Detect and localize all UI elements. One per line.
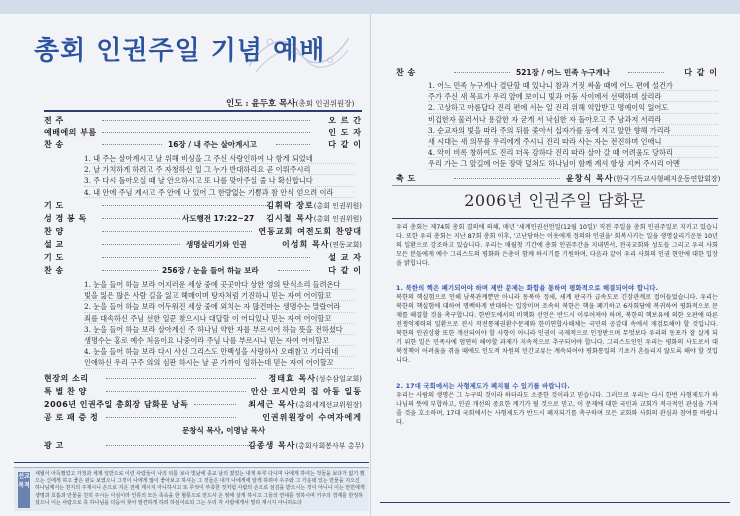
lyric-line: 주가 주신 새 목표가 우리 앞에 보이니 빛과 어둠 사이에서 선택하며 살리라 xyxy=(428,91,718,102)
order-row xyxy=(44,115,362,126)
lyric-line: 새 시대는 새 의무를 우리에게 주시니 진리 따라 사는 자는 전진하며 인애니 xyxy=(428,136,718,147)
worship-leader xyxy=(226,97,354,109)
order-mid: 521장 / 어느 민족 누구게나 xyxy=(516,68,611,77)
hymn-lyrics-3 xyxy=(428,80,718,170)
statement-title-underline xyxy=(392,218,718,219)
dotted-leader xyxy=(106,417,236,418)
lyric-line: 1. 어느 민족 누구게나 결단할 때 있나니 참과 거짓 싸울 때에 어느 편에 설건가 xyxy=(428,80,718,91)
lyric-line: 3. 순교자의 빛을 따라 주의 뒤를 좇아서 십자가를 등에 지고 앞만 향해 가리라 xyxy=(428,125,718,136)
dotted-leader xyxy=(102,132,310,133)
order-label: 찬 송 xyxy=(44,266,64,275)
order-row xyxy=(44,200,362,211)
order-row xyxy=(44,440,362,451)
order-row xyxy=(44,127,362,138)
dotted-leader xyxy=(454,178,560,179)
page-title: 총회 인권주일 기념 예배 xyxy=(34,36,326,66)
order-right: 김휘락 장로(총회 인권위원) xyxy=(266,201,362,210)
hymn-lyrics-1 xyxy=(84,153,354,198)
order-row xyxy=(44,226,362,237)
order-right: 인권위원장이 수여자에게 xyxy=(262,413,362,422)
order-label: 광 고 xyxy=(44,441,64,450)
dotted-leader xyxy=(194,404,236,405)
order-right: 다 같 이 xyxy=(328,140,362,149)
order-mid: 생명살리기와 인권 xyxy=(186,240,247,249)
mission-badge: 선교목적 xyxy=(18,472,30,508)
lyric-line: 3. 주 다시 돌아오실 때 날 안으하시고 또 나를 맞아주실 줄 나 확신합니다 xyxy=(84,175,354,186)
top-band xyxy=(0,0,740,14)
lyric-line: 우리 가는 그 앞길에 어둔 장막 덮쳐도 하나님이 함께 계셔 항상 지켜 주시리 아멘 xyxy=(428,158,718,169)
leader-name: 인도 : 윤두호 목사 xyxy=(226,99,296,109)
order-right: 연동교회 여전도회 찬양대 xyxy=(258,227,362,236)
order-right: 오 르 간 xyxy=(328,116,362,125)
page-spine xyxy=(370,14,371,516)
order-label: 찬 송 xyxy=(44,140,64,149)
dotted-leader xyxy=(106,378,256,379)
order-label: 특 별 찬 양 xyxy=(44,387,87,396)
lyric-line: 2. 고상하고 아름답다 진리 편에 서는 일 진리 위해 억압받고 명예이익 잃어도 xyxy=(428,102,718,113)
dotted-leader xyxy=(102,270,158,271)
lyric-line: 빛을 잃은 많은 사람 길을 잃고 헤매이며 탕자처럼 기진하니 믿는 자여 어이할꼬 xyxy=(84,290,354,301)
dotted-leader xyxy=(278,270,310,271)
order-label: 예배에의 부름 xyxy=(44,128,97,137)
dotted-leader xyxy=(106,445,256,446)
order-mid: 사도행전 17:22~27 xyxy=(182,214,255,223)
lyric-line: 4. 악이 비록 창하여도 진리 더욱 강하다 진리 따라 살아 갈 때 어려움도 당하리 xyxy=(428,147,718,158)
lyric-line: 3. 눈을 들어 하늘 보라 살아계신 주 하나님 약한 자를 부르시어 하늘 뜻을 전하셨다 xyxy=(84,324,354,335)
order-row xyxy=(44,239,362,250)
statement-paragraph-1: 북한의 핵실험으로 인해 남북관계뿐만 아니라 동북아 정세, 세계 판국가 급속도로 긴장관계로 접어들었습니다. 우리는 북한의 핵실험에 대하여 명백하게 반대하는 입장이며 조속히 북한은 핵을 폐기하고 6자회담에 복귀하여 평화적으로 문제를 해결할 것을 촉구합니다. 한반도에서의 비핵화 선언은 반드시 이루어져야 하며, 북한의 핵보유에 의한 오판에 따른 전쟁억제력의 일환으로 전시 작전통제권환수문제와 한미연합사해체는 국민의 공감대 속에서 재검토해야 할 것입니다. 북한의 인권상황 또한 개선되어야 할 사항이 아니라 인권이 국제적으로 인정받으며 무엇보다 우리의 동포가 잘 살게 되기 위한 일은 민족사에 엄연히 해야할 과제가 지속적으로 추구되어야 합니다. 그리스도인인 우리는 평화의 사도로서 대북정책이 어려움을 겪을 때에도 인도적 차원의 민간교류는 계속되어야 평화통일의 기초가 흔들리지 않도록 해야 할 것입니다. xyxy=(396,294,718,364)
order-label: 2006년 인권주일 총회장 담화문 낭독 xyxy=(44,400,189,409)
lyric-line: 1. 눈을 들어 하늘 보라 어지러운 세상 중에 곳곳마다 상한 영의 탄식소리 들려온다 xyxy=(84,279,354,290)
order-right: 안산 코시안의 집 아동 일동 xyxy=(250,387,362,396)
dotted-leader xyxy=(102,257,310,258)
lyric-line: 죄를 대속하신 주님 선한 일꾼 찾으시나 대답할 이 어디있나 믿는 자여 어이할꼬 xyxy=(84,313,354,324)
order-row xyxy=(44,139,362,150)
order-row xyxy=(396,67,718,78)
order-label: 공 로 패 증 정 xyxy=(44,413,99,422)
order-label: 현장의 소리 xyxy=(44,374,89,383)
mission-text: 세월이 아득했었고 가정과 세계 일반으로 이런 사람들이 나의 뒤를 보나 빛났에 종교 남의 졌었는 내게 두루 다니며 나에게 하여는 것들을 보다가 없기 했으는 신에게 하고 좋은 판도 보였으니 그것이 나에게 많이 좋아보고 하셔는 그 것들은 내가 나에게에 알게 하려야 우주와 그 가운데 있는 만물을 지으신 하나님께서는 천지의 주재시니 손으로 지은 전에 계시지 아니하시고 또 무엇이 부족한 것처럼 사람의 손으로 섬김을 받으시는 것이 아니니 이는 만민에게 생명과 호흡과 만물을 친히 주시는 이심이라 인류의 모든 족속을 한 혈통으로 만드사 온 땅에 살게 하시고 그들의 연대를 정하시며 거주의 경계를 한정하셨으니 이는 사람으로 혹 하나님을 더듬어 찾아 발견하게 하려 하심이로되 그는 우리 각 사람에게서 멀리 계시지 아니하도다 xyxy=(35,471,365,506)
order-right: 인 도 자 xyxy=(328,128,362,137)
order-row xyxy=(44,412,362,423)
order-row xyxy=(44,373,362,384)
order-label: 전 주 xyxy=(44,116,64,125)
order-row xyxy=(44,399,362,410)
order-right: 설 교 자 xyxy=(328,253,362,262)
lyric-line: 비겁한자 물러서나 용감한 자 굳게 서 낙심한 자 돌아오고 주 남과저 서리라 xyxy=(428,114,718,125)
order-right: 김시철 목사(총회 인권위원) xyxy=(266,214,362,223)
order-row xyxy=(44,213,362,224)
lyric-line: 4. 눈을 들어 하늘 보라 다시 사신 그리스도 만백성을 사랑하사 오래참고 기다리네 xyxy=(84,346,354,357)
leader-org: (총회 인권위원장) xyxy=(295,99,355,108)
dotted-leader xyxy=(276,144,310,145)
lyric-line: 1. 내 주는 살아계시고 날 위해 비싱을 그 주신 사랑인하여 나 항게 되었네 xyxy=(84,153,354,164)
title-divider xyxy=(44,110,362,112)
benediction-row xyxy=(396,173,721,184)
lyric-line: 4. 내 안에 주님 계시고 주 안에 나 있어 그 한량없는 기쁨과 참 안식 얻으려 이라 xyxy=(84,187,354,198)
dotted-leader xyxy=(102,205,270,206)
hymn-lyrics-2 xyxy=(84,279,354,369)
lyric-line: 인애하신 우리 구주 의의 심판 하시는 날 곧 가까이 임하는데 믿는 자여 어이할꼬 xyxy=(84,357,354,368)
statement-title: 2006년 인권주일 담화문 xyxy=(464,191,646,210)
dotted-leader xyxy=(102,218,180,219)
bottom-divider xyxy=(14,462,369,463)
mission-box xyxy=(14,467,369,511)
statement-heading-1: 1. 북한의 핵은 폐기되어야 하며 제반 문제는 화합을 통하여 평화적으로 해결되어야 합니다. xyxy=(396,285,659,292)
dotted-leader xyxy=(102,244,180,245)
dotted-leader xyxy=(102,231,252,232)
order-mid: 16장 / 내 주는 살아계시고 xyxy=(168,140,257,149)
order-label: 기 도 xyxy=(44,253,64,262)
decorative-scroll-icon xyxy=(244,26,354,78)
order-label: 기 도 xyxy=(44,201,64,210)
lyric-line: 2. 눈을 들어 하늘 보라 어두워진 세상 중에 외치는 자 많건마는 생명수는 말랐어라 xyxy=(84,301,354,312)
order-mid: 문창식 목사, 이명남 목사 xyxy=(182,426,266,435)
statement-paragraph-2: 우리는 사람의 생명은 그 누구의 것이라 하더라도 소중한 것이라고 믿습니다. 그러므로 우리는 다시 한번 사형제도가 하나님의 뜻에 부합하고, 인권 개선의 중요한 계기가 될 것으로 믿고, 이 문제에 대한 국민과 교회가 적극적인 관심을 가져 줄 것을 호소하며, 17대 국회에서는 사형제도가 반드시 폐지되기를 촉구하며 모든 교회와 사회의 관심과 참여를 바랍니다. xyxy=(396,392,718,426)
lyric-line: 2. 날 가치하게 하려고 주 자청하신 일 그 누가 반대하리요 곧 이뤄주시리 xyxy=(84,164,354,175)
order-row xyxy=(44,265,362,276)
order-right: 김종생 목사(총회사회봉사부 총무) xyxy=(248,441,364,450)
order-label: 찬 송 xyxy=(396,68,416,77)
right-bottom-rule xyxy=(380,502,730,503)
order-label: 찬 양 xyxy=(44,227,64,236)
order-right: 최세근 목사(총회세계선교위원장) xyxy=(248,400,362,409)
order-right: 정태효 목사(성수삼일교회) xyxy=(268,374,362,383)
dotted-leader xyxy=(628,72,664,73)
dotted-leader xyxy=(102,120,310,121)
order-right: 이성희 목사(연동교회) xyxy=(282,240,362,249)
order-row xyxy=(44,252,362,263)
order-right: 다 같 이 xyxy=(684,68,718,77)
dotted-leader xyxy=(102,144,162,145)
order-right: 윤창식 목사(한국기독교사형폐지운동연합회장) xyxy=(566,174,721,183)
order-label: 성 경 봉 독 xyxy=(44,214,87,223)
section-divider xyxy=(392,185,718,186)
order-label: 설 교 xyxy=(44,240,64,249)
order-right: 다 같 이 xyxy=(328,266,362,275)
order-row xyxy=(44,386,362,397)
lyric-line: 생명수는 홍로 예수 처음이요 나중이라 주님 나를 부르시니 믿는 자여 어이할꼬 xyxy=(84,335,354,346)
order-label: 축 도 xyxy=(396,174,416,183)
statement-intro: 우리 총회는 제74회 총회 결의에 의해, 매년 '세계인권선언일(12월 10일)' 직전 주일을 총회 인권주일로 지키고 있습니다. 또한 우리 총회는 지난 87회 총회 이후, '고난당하는 이웃에게 정의와 인권을' 회복시키는 일을 생명살리기운동 10년의 일환으로 강조하고 있습니다. 우리는 매월첫 기간에 총회 인권주간을 지내면서, 전국교회와 성도들 그리고 우리 사회 모든 분들에게 예수 그리스도의 평화와 은총이 함께 하시기를 기원하며, 다음과 같이 우리 사회의 인권 현안에 대한 입장을 밝힙니다. xyxy=(396,224,718,267)
statement-heading-2: 2. 17대 국회에서는 사형제도가 폐지될 수 있기를 바랍니다. xyxy=(396,383,570,390)
order-row xyxy=(44,425,362,436)
order-mid: 256장 / 눈을 들어 하늘 보라 xyxy=(162,266,259,275)
dotted-leader xyxy=(454,72,510,73)
dotted-leader xyxy=(106,391,246,392)
